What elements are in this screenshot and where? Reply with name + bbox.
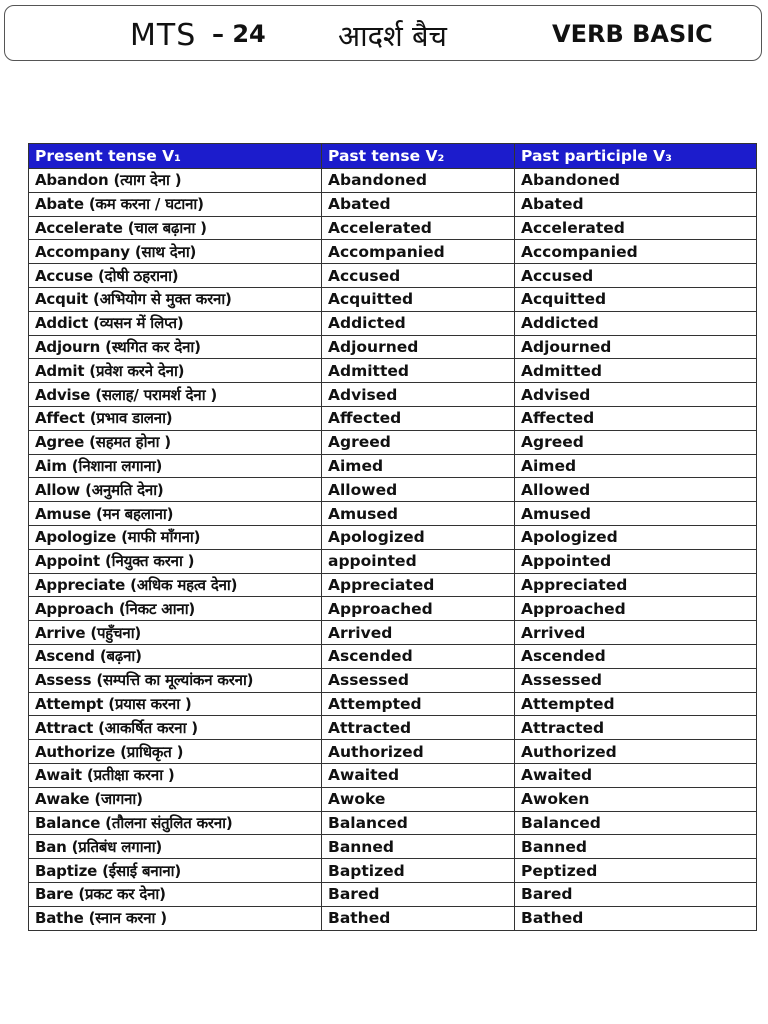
cell-present: Bare (प्रकट कर देना) [29, 882, 322, 906]
column-header-participle: Past participle V₃ [515, 144, 757, 169]
cell-participle: Peptized [515, 859, 757, 883]
cell-participle: Addicted [515, 311, 757, 335]
page-header [4, 5, 762, 61]
cell-present: Attempt (प्रयास करना ) [29, 692, 322, 716]
cell-participle: Allowed [515, 478, 757, 502]
cell-present: Awake (जागना) [29, 787, 322, 811]
cell-past: Adjourned [322, 335, 515, 359]
cell-present: Ban (प्रतिबंध लगाना) [29, 835, 322, 859]
table-row [29, 525, 757, 549]
table-row [29, 216, 757, 240]
cell-present: Allow (अनुमति देना) [29, 478, 322, 502]
cell-participle: Accused [515, 264, 757, 288]
cell-participle: Accelerated [515, 216, 757, 240]
cell-present: Addict (व्यसन में लिप्त) [29, 311, 322, 335]
table-row [29, 644, 757, 668]
table-row [29, 454, 757, 478]
cell-past: Admitted [322, 359, 515, 383]
cell-past: Accompanied [322, 240, 515, 264]
column-header-present: Present tense V₁ [29, 144, 322, 169]
table-row [29, 192, 757, 216]
cell-past: Allowed [322, 478, 515, 502]
table-row [29, 549, 757, 573]
cell-past: Banned [322, 835, 515, 859]
cell-participle: Bathed [515, 906, 757, 930]
batch-name: आदर्श बैच [338, 19, 447, 53]
cell-participle: Affected [515, 406, 757, 430]
cell-present: Aim (निशाना लगाना) [29, 454, 322, 478]
cell-present: Advise (सलाह/ परामर्श देना ) [29, 383, 322, 407]
table-row [29, 502, 757, 526]
cell-past: Acquitted [322, 287, 515, 311]
table-row [29, 597, 757, 621]
table-row [29, 287, 757, 311]
cell-participle: Abandoned [515, 169, 757, 193]
cell-present: Appreciate (अधिक महत्व देना) [29, 573, 322, 597]
cell-past: Awoke [322, 787, 515, 811]
cell-present: Affect (प्रभाव डालना) [29, 406, 322, 430]
table-row [29, 169, 757, 193]
cell-participle: Adjourned [515, 335, 757, 359]
cell-past: Affected [322, 406, 515, 430]
cell-present: Bathe (स्नान करना ) [29, 906, 322, 930]
cell-past: Baptized [322, 859, 515, 883]
topic-title: VERB BASIC [552, 20, 713, 48]
cell-past: Abated [322, 192, 515, 216]
cell-participle: Advised [515, 383, 757, 407]
cell-participle: Banned [515, 835, 757, 859]
cell-participle: Bared [515, 882, 757, 906]
cell-present: Await (प्रतीक्षा करना ) [29, 763, 322, 787]
cell-participle: Abated [515, 192, 757, 216]
table-row [29, 811, 757, 835]
table-row [29, 621, 757, 645]
cell-past: Apologized [322, 525, 515, 549]
cell-participle: Attempted [515, 692, 757, 716]
table-row [29, 359, 757, 383]
cell-past: Attempted [322, 692, 515, 716]
cell-present: Amuse (मन बहलाना) [29, 502, 322, 526]
cell-present: Admit (प्रवेश करने देना) [29, 359, 322, 383]
table-row [29, 264, 757, 288]
cell-participle: Awoken [515, 787, 757, 811]
cell-participle: Apologized [515, 525, 757, 549]
cell-participle: Appointed [515, 549, 757, 573]
table-row [29, 668, 757, 692]
cell-participle: Aimed [515, 454, 757, 478]
cell-present: Abate (कम करना / घटाना) [29, 192, 322, 216]
course-name: MTS [130, 18, 197, 53]
cell-participle: Arrived [515, 621, 757, 645]
cell-present: Adjourn (स्थगित कर देना) [29, 335, 322, 359]
cell-participle: Approached [515, 597, 757, 621]
cell-past: Attracted [322, 716, 515, 740]
cell-participle: Accompanied [515, 240, 757, 264]
table-row [29, 430, 757, 454]
table-row [29, 859, 757, 883]
cell-participle: Balanced [515, 811, 757, 835]
cell-present: Acquit (अभियोग से मुक्त करना) [29, 287, 322, 311]
cell-past: Assessed [322, 668, 515, 692]
table-row [29, 882, 757, 906]
column-header-past: Past tense V₂ [322, 144, 515, 169]
cell-participle: Admitted [515, 359, 757, 383]
cell-past: Appreciated [322, 573, 515, 597]
cell-present: Accompany (साथ देना) [29, 240, 322, 264]
cell-past: Addicted [322, 311, 515, 335]
cell-present: Apologize (माफी माँगना) [29, 525, 322, 549]
cell-present: Accuse (दोषी ठहराना) [29, 264, 322, 288]
table-row [29, 787, 757, 811]
cell-past: Arrived [322, 621, 515, 645]
cell-past: Amused [322, 502, 515, 526]
cell-participle: Attracted [515, 716, 757, 740]
table-body [29, 169, 757, 931]
cell-past: Ascended [322, 644, 515, 668]
table-row [29, 240, 757, 264]
cell-past: Balanced [322, 811, 515, 835]
cell-present: Approach (निकट आना) [29, 597, 322, 621]
table-row [29, 716, 757, 740]
cell-past: Bared [322, 882, 515, 906]
cell-present: Arrive (पहुँचना) [29, 621, 322, 645]
cell-past: Accused [322, 264, 515, 288]
cell-participle: Amused [515, 502, 757, 526]
cell-participle: Acquitted [515, 287, 757, 311]
table-row [29, 573, 757, 597]
table-row [29, 478, 757, 502]
cell-past: Authorized [322, 740, 515, 764]
cell-past: appointed [322, 549, 515, 573]
course-number: – 24 [212, 20, 266, 48]
table-row [29, 406, 757, 430]
table-row [29, 383, 757, 407]
cell-participle: Appreciated [515, 573, 757, 597]
cell-past: Aimed [322, 454, 515, 478]
cell-participle: Ascended [515, 644, 757, 668]
cell-present: Accelerate (चाल बढ़ाना ) [29, 216, 322, 240]
cell-past: Awaited [322, 763, 515, 787]
cell-present: Authorize (प्राधिकृत ) [29, 740, 322, 764]
cell-present: Balance (तौलना संतुलित करना) [29, 811, 322, 835]
cell-participle: Awaited [515, 763, 757, 787]
table-row [29, 335, 757, 359]
cell-past: Abandoned [322, 169, 515, 193]
verb-table [28, 143, 757, 931]
cell-present: Appoint (नियुक्त करना ) [29, 549, 322, 573]
cell-present: Attract (आकर्षित करना ) [29, 716, 322, 740]
table-row [29, 763, 757, 787]
table-row [29, 835, 757, 859]
table-header-row [29, 144, 757, 169]
table-row [29, 906, 757, 930]
table-row [29, 740, 757, 764]
cell-present: Abandon (त्याग देना ) [29, 169, 322, 193]
cell-present: Agree (सहमत होना ) [29, 430, 322, 454]
cell-present: Baptize (ईसाई बनाना) [29, 859, 322, 883]
cell-participle: Assessed [515, 668, 757, 692]
cell-present: Assess (सम्पत्ति का मूल्यांकन करना) [29, 668, 322, 692]
cell-present: Ascend (बढ़ना) [29, 644, 322, 668]
cell-past: Bathed [322, 906, 515, 930]
cell-participle: Authorized [515, 740, 757, 764]
table-row [29, 692, 757, 716]
cell-past: Accelerated [322, 216, 515, 240]
cell-participle: Agreed [515, 430, 757, 454]
cell-past: Approached [322, 597, 515, 621]
cell-past: Agreed [322, 430, 515, 454]
table-row [29, 311, 757, 335]
cell-past: Advised [322, 383, 515, 407]
